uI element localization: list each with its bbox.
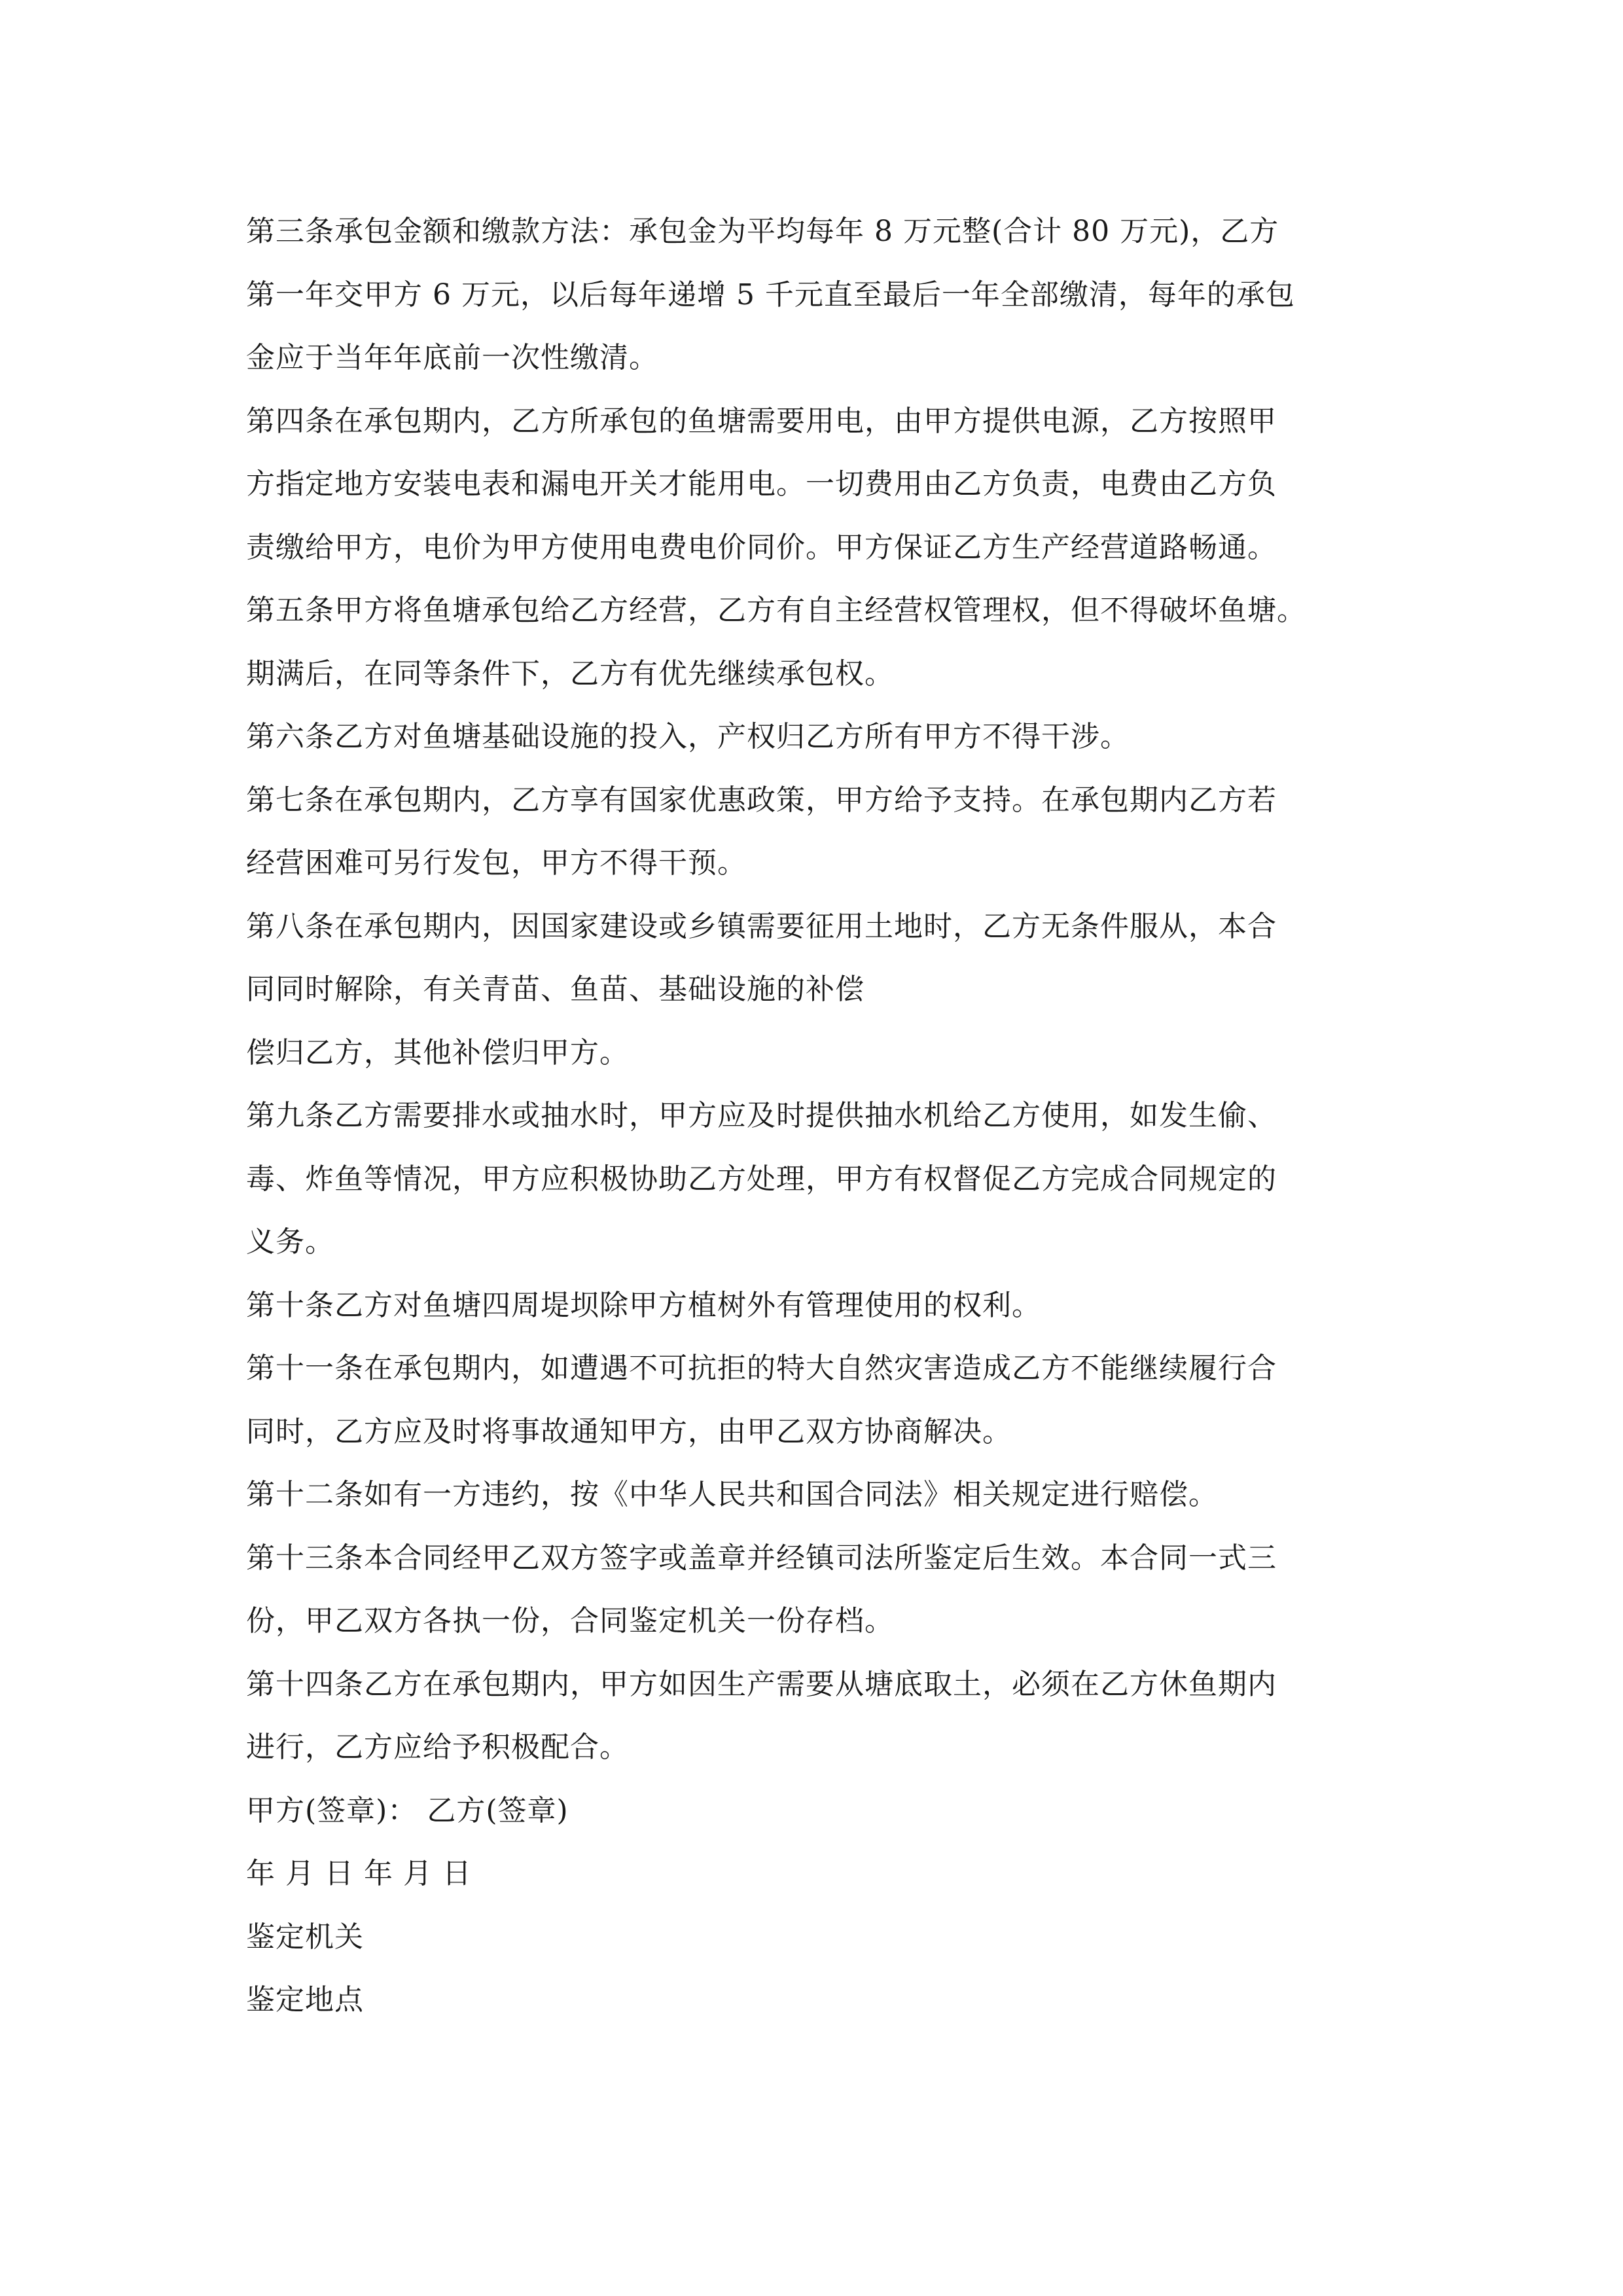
text-line: 责缴给甲方，电价为甲方使用电费电价同价。甲方保证乙方生产经营道路畅通。 bbox=[246, 530, 1277, 564]
text-line: 第五条甲方将鱼塘承包给乙方经营，乙方有自主经营权管理权，但不得破坏鱼塘。 bbox=[246, 594, 1306, 627]
text-line: 第十条乙方对鱼塘四周堤坝除甲方植树外有管理使用的权利。 bbox=[246, 1288, 1041, 1322]
text-line: 同同时解除，有关青苗、鱼苗、基础设施的补偿 bbox=[246, 973, 865, 1006]
text-line: 第十三条本合同经甲乙双方签字或盖章并经镇司法所鉴定后生效。本合同一式三 bbox=[246, 1541, 1277, 1575]
text-line: 期满后，在同等条件下，乙方有优先继续承包权。 bbox=[246, 656, 894, 691]
text-line: 第三条承包金额和缴款方法：承包金为平均每年 8 万元整(合计 80 万元)，乙方 bbox=[246, 215, 1279, 248]
text-line: 毒、炸鱼等情况，甲方应积极协助乙方处理，甲方有权督促乙方完成合同规定的 bbox=[246, 1162, 1277, 1196]
text-line: 份，甲乙双方各执一份，合同鉴定机关一份存档。 bbox=[246, 1604, 894, 1638]
text-line: 第九条乙方需要排水或抽水时，甲方应及时提供抽水机给乙方使用，如发生偷、 bbox=[246, 1099, 1277, 1132]
text-line: 第六条乙方对鱼塘基础设施的投入，产权归乙方所有甲方不得干涉。 bbox=[246, 720, 1130, 753]
signature-line: 甲方(签章)： 乙方(签章) bbox=[246, 1793, 569, 1827]
text-line: 偿归乙方，其他补偿归甲方。 bbox=[246, 1035, 629, 1069]
text-line: 第十一条在承包期内，如遭遇不可抗拒的特大自然灾害造成乙方不能继续履行合 bbox=[246, 1352, 1277, 1385]
text-line: 第一年交甲方 6 万元，以后每年递增 5 千元直至最后一年全部缴清，每年的承包 bbox=[246, 278, 1295, 312]
text-line: 金应于当年年底前一次性缴清。 bbox=[246, 341, 658, 374]
text-line: 同时，乙方应及时将事故通知甲方，由甲乙双方协商解决。 bbox=[246, 1414, 1012, 1448]
certifying-authority-label: 鉴定机关 bbox=[246, 1920, 364, 1954]
text-line: 义务。 bbox=[246, 1225, 334, 1259]
certifying-location-label: 鉴定地点 bbox=[246, 1983, 364, 2017]
date-line: 年 月 日 年 月 日 bbox=[246, 1857, 472, 1890]
text-line: 第十四条乙方在承包期内，甲方如因生产需要从塘底取土，必须在乙方休鱼期内 bbox=[246, 1667, 1277, 1701]
text-line: 第八条在承包期内，因国家建设或乡镇需要征用土地时，乙方无条件服从，本合 bbox=[246, 909, 1277, 943]
text-line: 第十二条如有一方违约，按《中华人民共和国合同法》相关规定进行赔偿。 bbox=[246, 1478, 1218, 1511]
text-line: 进行，乙方应给予积极配合。 bbox=[246, 1731, 629, 1764]
text-line: 第四条在承包期内，乙方所承包的鱼塘需要用电，由甲方提供电源，乙方按照甲 bbox=[246, 404, 1277, 438]
text-line: 经营困难可另行发包，甲方不得干预。 bbox=[246, 846, 747, 880]
text-line: 方指定地方安装电表和漏电开关才能用电。一切费用由乙方负责，电费由乙方负 bbox=[246, 467, 1277, 501]
contract-body bbox=[246, 200, 1385, 2032]
text-line: 第七条在承包期内，乙方享有国家优惠政策，甲方给予支持。在承包期内乙方若 bbox=[246, 783, 1277, 817]
